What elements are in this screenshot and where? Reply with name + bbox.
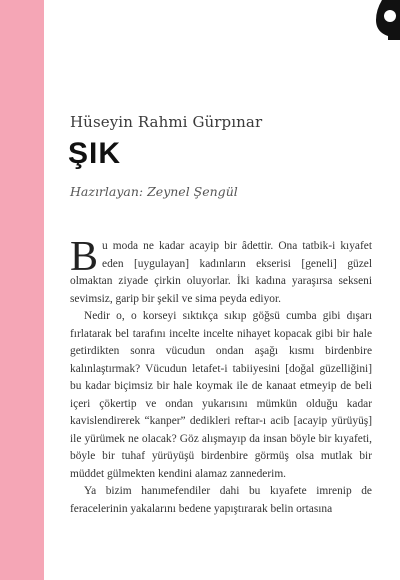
drop-cap: B [70,234,99,280]
pink-spine-strip [0,0,44,580]
paragraph: Nedir o, o korseyi sıktıkça sıkıp göğsü cumba gibi dışarı fırlatarak bel tarafını incelte incelte nihayet kopacak gibi bir hale getirdikten sonra vücudun ondan aşağı kısmı birdenbire kalınlaştırmak? Vücudun letafet-i tabiiyesini [doğal güzelliğini] bu kadar biçimsiz bir hale koymak ile de kanaat etmeyip de beli içeri çökertip ve ondan yukarısını mümkün olduğu kadar kavislendirerek “kanper” dedikleri reftar-ı acib [acayip yürüyüş] ile yürümek ne olacak? Göz alışmayıp da insan böyle bir kıyafeti, böyle bir tuhaf yürüyüşü birdenbire görmüş olsa mutlak bir müddet gülmekten kendini alamaz zannederim. [70,310,372,480]
publisher-logo-icon [370,0,400,40]
paragraph: Ya bizim hanımefendiler dahi bu kıyafete imrenip de feracelerinin yakalarını bedene yapıştırarak belin ortasına [70,485,372,515]
author-name: Hüseyin Rahmi Gürpınar [70,113,263,131]
book-title: ŞIK [68,137,122,170]
text-body [70,234,372,518]
paragraph [70,234,372,308]
editor-credit: Hazırlayan: Zeynel Şengül [70,184,238,199]
paragraph-text: u moda ne kadar acayip bir âdettir. Ona tatbik-i kıyafet eden [uygulayan] kadınların ekserisi [geneli] güzel olmaktan ziyade çirkin oluyorlar. İki kadına yaraşırsa sekseni sevimsiz, garip bir şekil ve sima peyda ediyor. [70,240,372,305]
